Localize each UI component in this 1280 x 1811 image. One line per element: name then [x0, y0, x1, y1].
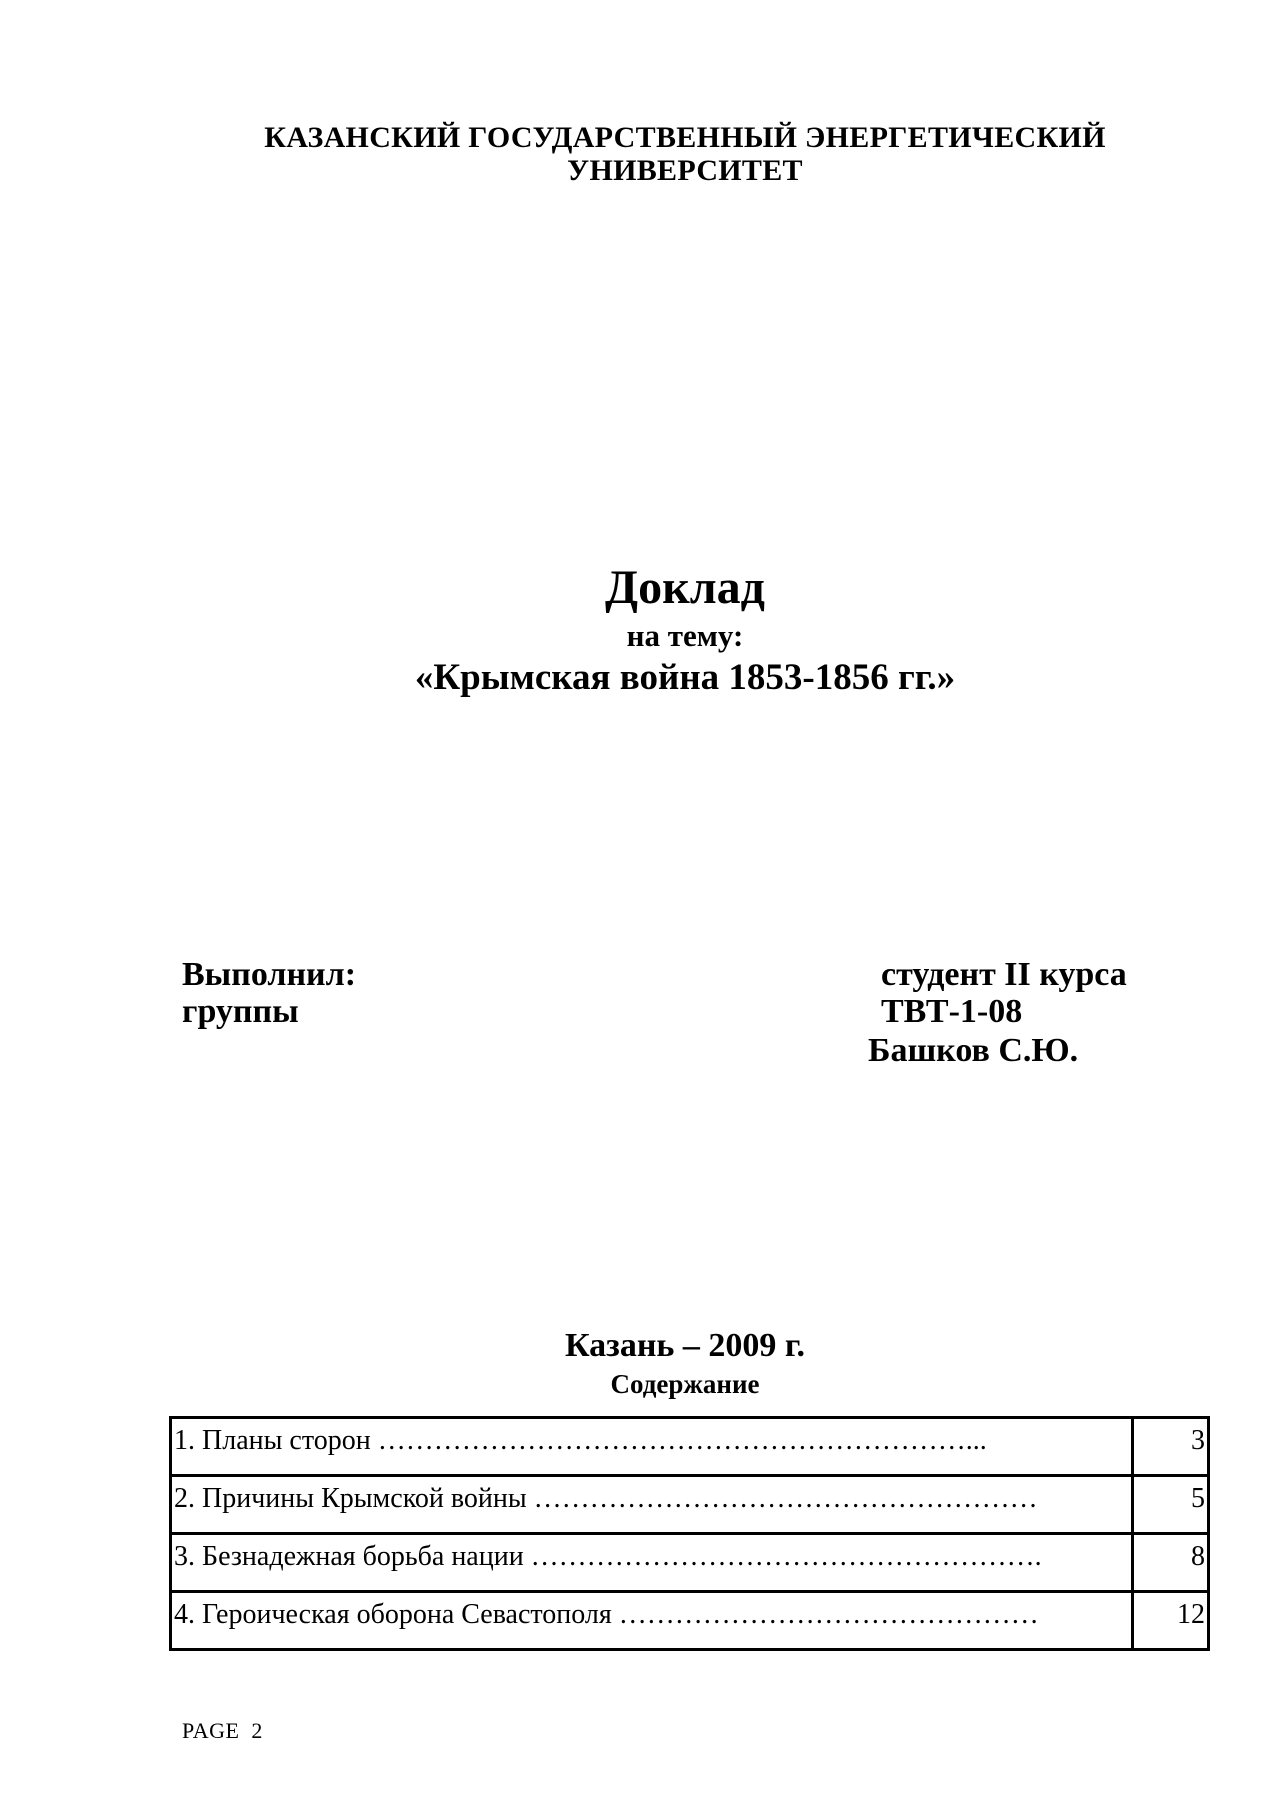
toc-item-title: 4. Героическая оборона Севастополя ……………………………………… — [171, 1592, 1133, 1650]
document-title: Доклад — [605, 561, 765, 614]
author-name: Башков С.Ю. — [868, 1032, 1079, 1069]
author-group-code: ТВТ-1-08 — [881, 993, 1023, 1030]
author-label-completed-by: Выполнил: — [182, 956, 357, 993]
toc-item-page: 12 — [1133, 1592, 1209, 1650]
table-row — [171, 1592, 1209, 1650]
contents-table — [169, 1416, 1210, 1651]
university-name-line-1: КАЗАНСКИЙ ГОСУДАРСТВЕННЫЙ ЭНЕРГЕТИЧЕСКИЙ — [264, 121, 1106, 154]
author-course: студент II курса — [881, 956, 1127, 993]
toc-item-title: 1. Планы сторон ………………………………………………………... — [171, 1418, 1133, 1476]
toc-item-page: 8 — [1133, 1534, 1209, 1592]
toc-item-page: 5 — [1133, 1476, 1209, 1534]
university-name-line-2: УНИВЕРСИТЕТ — [567, 154, 803, 187]
document-subtitle: на тему: — [626, 618, 744, 653]
page-number-footer: PAGE 2 — [182, 1718, 263, 1743]
author-label-group: группы — [182, 993, 299, 1030]
document-topic: «Крымская война 1853-1856 гг.» — [414, 657, 956, 698]
toc-item-title: 2. Причины Крымской войны ……………………………………………… — [171, 1476, 1133, 1534]
table-row — [171, 1534, 1209, 1592]
toc-item-page: 3 — [1133, 1418, 1209, 1476]
table-row — [171, 1476, 1209, 1534]
place-and-year: Казань – 2009 г. — [564, 1327, 806, 1364]
contents-heading: Содержание — [610, 1369, 760, 1399]
toc-item-title: 3. Безнадежная борьба нации ………………………………………………. — [171, 1534, 1133, 1592]
table-row — [171, 1418, 1209, 1476]
